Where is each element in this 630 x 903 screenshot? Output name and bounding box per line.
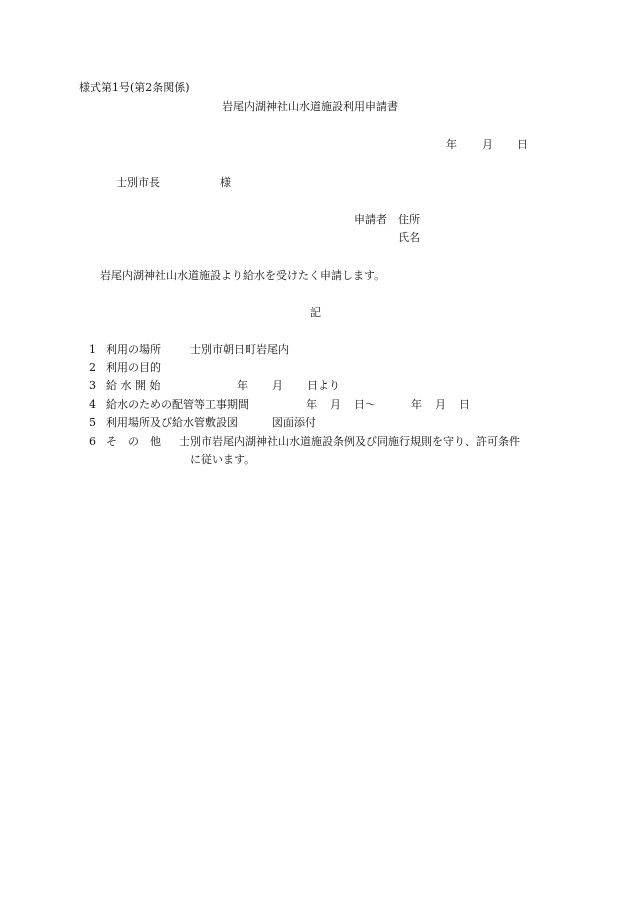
item-number: 5 — [89, 416, 96, 429]
applicant-label: 申請者 — [354, 213, 387, 226]
applicant-address-label: 住所 — [398, 213, 420, 226]
date-year: 年 — [446, 138, 457, 151]
item-number: 6 — [89, 435, 96, 448]
period-end-year: 年 — [411, 398, 422, 411]
item-value: 図面添付 — [272, 416, 316, 429]
start-day: 日より — [307, 379, 340, 392]
applicant-name-label: 氏名 — [398, 231, 420, 244]
period-start-day: 日〜 — [354, 398, 376, 411]
item-label: 利用場所及び給水管敷設図 — [106, 416, 238, 429]
request-text: 岩尾内湖神社山水道施設より給水を受けたく申請します。 — [100, 269, 386, 282]
form-title: 岩尾内湖神社山水道施設利用申請書 — [222, 100, 398, 113]
addressee-name: 士別市長 — [116, 176, 160, 189]
period-start-year: 年 — [306, 398, 317, 411]
item-label: 給水のための配管等工事期間 — [106, 398, 249, 411]
item-label: 利用の場所 — [106, 343, 161, 356]
item-number: 3 — [89, 379, 96, 392]
item-label: 給 水 開 始 — [106, 379, 161, 392]
item-number: 4 — [89, 398, 96, 411]
date-month: 月 — [482, 138, 493, 151]
form-number: 様式第1号(第2条関係) — [79, 81, 190, 94]
item-label: 利用の目的 — [106, 361, 161, 374]
period-start-month: 月 — [330, 398, 341, 411]
addressee-honorific: 様 — [220, 176, 231, 189]
start-month: 月 — [272, 379, 283, 392]
item-number: 1 — [89, 343, 96, 356]
item-value: 士別市朝日町岩尾内 — [190, 343, 289, 356]
period-end-day: 日 — [459, 398, 470, 411]
item-value-continued: に従います。 — [190, 453, 256, 466]
item-number: 2 — [89, 361, 96, 374]
date-day: 日 — [517, 138, 528, 151]
ki-heading: 記 — [310, 306, 321, 319]
item-label: そ の 他 — [106, 435, 161, 448]
start-year: 年 — [237, 379, 248, 392]
item-value: 士別市岩尾内湖神社山水道施設条例及び同施行規則を守り、許可条件 — [179, 435, 520, 448]
period-end-month: 月 — [435, 398, 446, 411]
